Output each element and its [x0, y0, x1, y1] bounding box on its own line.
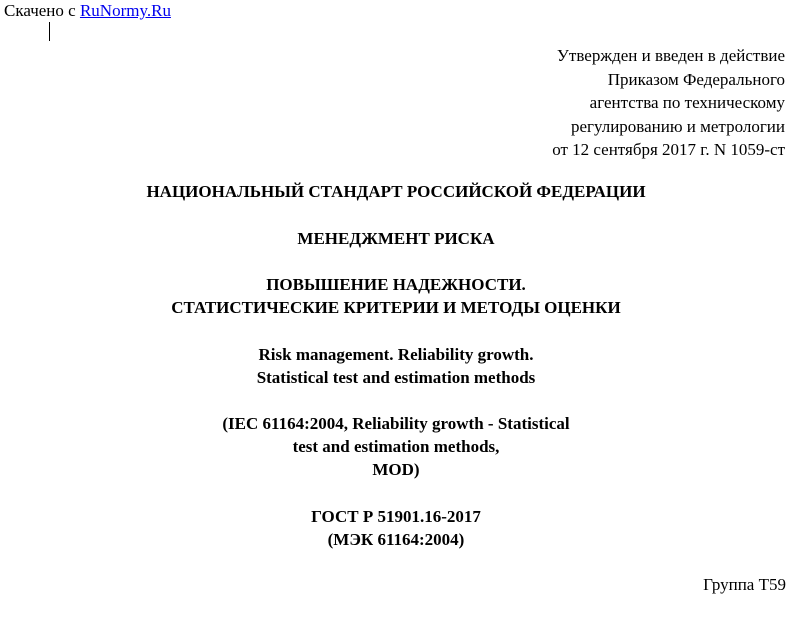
- approval-line: Приказом Федерального: [607, 69, 785, 89]
- source-link[interactable]: RuNormy.Ru: [79, 1, 171, 20]
- approval-line: агентства по техническому: [589, 93, 785, 112]
- russian-title-line: СТАТИСТИЧЕСКИЕ КРИТЕРИИ И МЕТОДЫ ОЦЕНКИ: [171, 298, 621, 317]
- iec-reference-line: MOD): [372, 460, 420, 479]
- iec-number: (МЭК 61164:2004): [327, 530, 465, 549]
- approval-block: [552, 44, 785, 162]
- text-cursor: [49, 22, 50, 41]
- iec-reference-line: (IEC 61164:2004, Reliability growth - Statistical: [222, 414, 570, 433]
- russian-title: [0, 273, 792, 319]
- gost-number: ГОСТ Р 51901.16-2017: [311, 507, 481, 526]
- group-label: Группа Т59: [703, 575, 786, 594]
- english-title-line: Statistical test and estimation methods: [256, 368, 536, 387]
- subject-heading: МЕНЕДЖМЕНТ РИСКА: [297, 229, 495, 248]
- iec-reference-line: test and estimation methods,: [292, 437, 500, 456]
- source-prefix: Скачено с: [4, 1, 76, 20]
- russian-title-line: ПОВЫШЕНИЕ НАДЕЖНОСТИ.: [266, 275, 526, 294]
- english-title-line: Risk management. Reliability growth.: [258, 345, 534, 364]
- source-line: [4, 0, 171, 22]
- standard-title: НАЦИОНАЛЬНЫЙ СТАНДАРТ РОССИЙСКОЙ ФЕДЕРАЦИИ: [146, 182, 646, 201]
- iec-reference: [0, 412, 792, 481]
- approval-line: Утвержден и введен в действие: [556, 46, 785, 65]
- gost-designation: [0, 505, 792, 551]
- approval-line: регулированию и метрологии: [570, 116, 785, 136]
- approval-line: от 12 сентября 2017 г. N 1059-ст: [552, 140, 785, 159]
- english-title: [0, 343, 792, 389]
